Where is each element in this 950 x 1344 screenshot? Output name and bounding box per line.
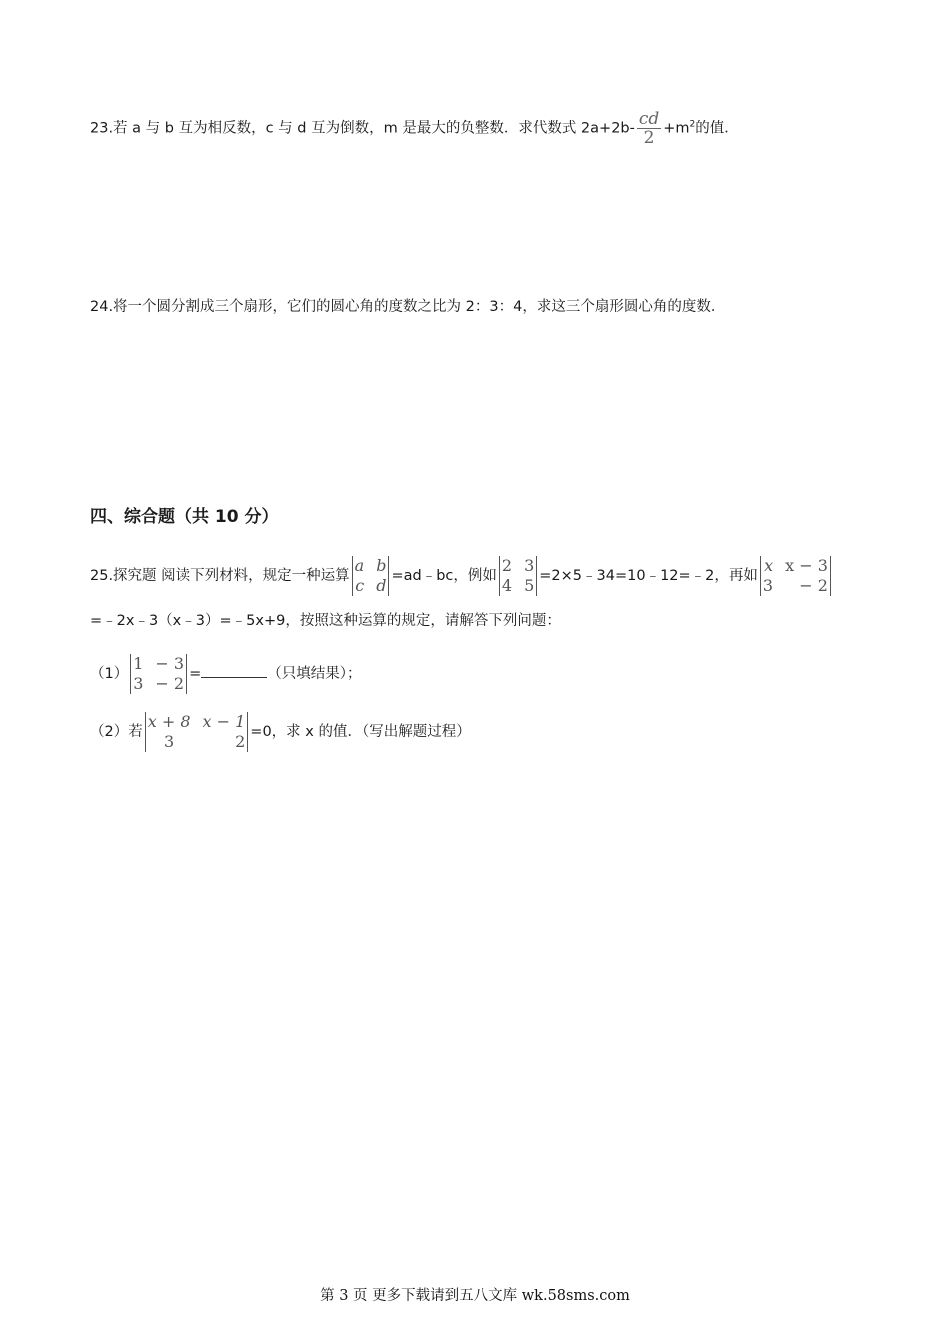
- det-cell: − 3: [155, 654, 185, 673]
- part2-label: （2）若: [90, 724, 143, 740]
- det-cell: d: [376, 576, 387, 595]
- determinant-part1: [130, 654, 187, 694]
- det-cell: b: [376, 556, 387, 575]
- det-cell: x − 3: [785, 556, 828, 575]
- question-25-part2: [90, 712, 471, 752]
- determinant-example-numeric: [499, 556, 537, 596]
- det-cell: x − 1: [202, 712, 246, 731]
- section-title: 四、综合题（共 10 分）: [90, 507, 279, 527]
- determinant-part2: [145, 712, 249, 752]
- det-cell: c: [355, 576, 365, 595]
- answer-blank[interactable]: [201, 663, 267, 678]
- det-cell: 3: [524, 556, 535, 575]
- det-cell: 5: [524, 576, 535, 595]
- det-cell: − 2: [155, 674, 185, 693]
- part2-tail: =0，求 x 的值．（写出解题过程）: [250, 724, 471, 740]
- determinant-abcd: [352, 556, 390, 596]
- part1-equals: =: [189, 666, 202, 682]
- det-cell: 3: [164, 732, 175, 751]
- fraction-numerator: cd: [638, 109, 660, 129]
- q23-text-c: 的值．: [695, 120, 739, 137]
- q25-text2: =2×5﹣34=10﹣12=﹣2，再如: [539, 568, 758, 584]
- determinant-example-x: [760, 556, 831, 596]
- fraction-cd-over-2: [637, 110, 661, 147]
- det-cell: 3: [762, 576, 774, 595]
- q23-text-b: +m: [663, 120, 690, 137]
- question-25-line2: [90, 610, 561, 632]
- part1-tail: （只填结果）；: [267, 666, 362, 682]
- question-25-part1: [90, 654, 362, 694]
- q23-text-a: 23.若 a 与 b 互为相反数，c 与 d 互为倒数，m 是最大的负整数．求代数式 2a+2b-: [90, 120, 635, 137]
- q25-intro: 25.探究题 阅读下列材料，规定一种运算: [90, 568, 350, 584]
- det-cell: a: [354, 556, 365, 575]
- q24-text: 24.将一个圆分割成三个扇形，它们的圆心角的度数之比为 2：3：4，求这三个扇形圆心角的度数．: [90, 299, 726, 315]
- det-cell: x + 8: [147, 712, 191, 731]
- det-cell: 1: [133, 654, 144, 673]
- q25-text1: =ad﹣bc，例如: [391, 568, 497, 584]
- page-footer: 第 3 页 更多下载请到五八文库 wk.58sms.com: [320, 1288, 630, 1304]
- det-cell: 4: [501, 576, 513, 595]
- det-cell: − 2: [799, 576, 828, 595]
- det-cell: 2: [235, 732, 246, 751]
- question-24: [90, 296, 725, 318]
- q23-superscript: 2: [689, 119, 696, 130]
- question-23: [90, 110, 739, 147]
- det-cell: x: [764, 556, 774, 575]
- det-cell: 2: [501, 556, 513, 575]
- question-25-intro: [90, 556, 833, 596]
- det-cell: 3: [133, 674, 144, 693]
- fraction-denominator: 2: [643, 128, 655, 148]
- part1-label: （1）: [90, 666, 129, 682]
- q25-line2: =﹣2x﹣3（x﹣3）=﹣5x+9，按照这种运算的规定，请解答下列问题：: [90, 613, 561, 629]
